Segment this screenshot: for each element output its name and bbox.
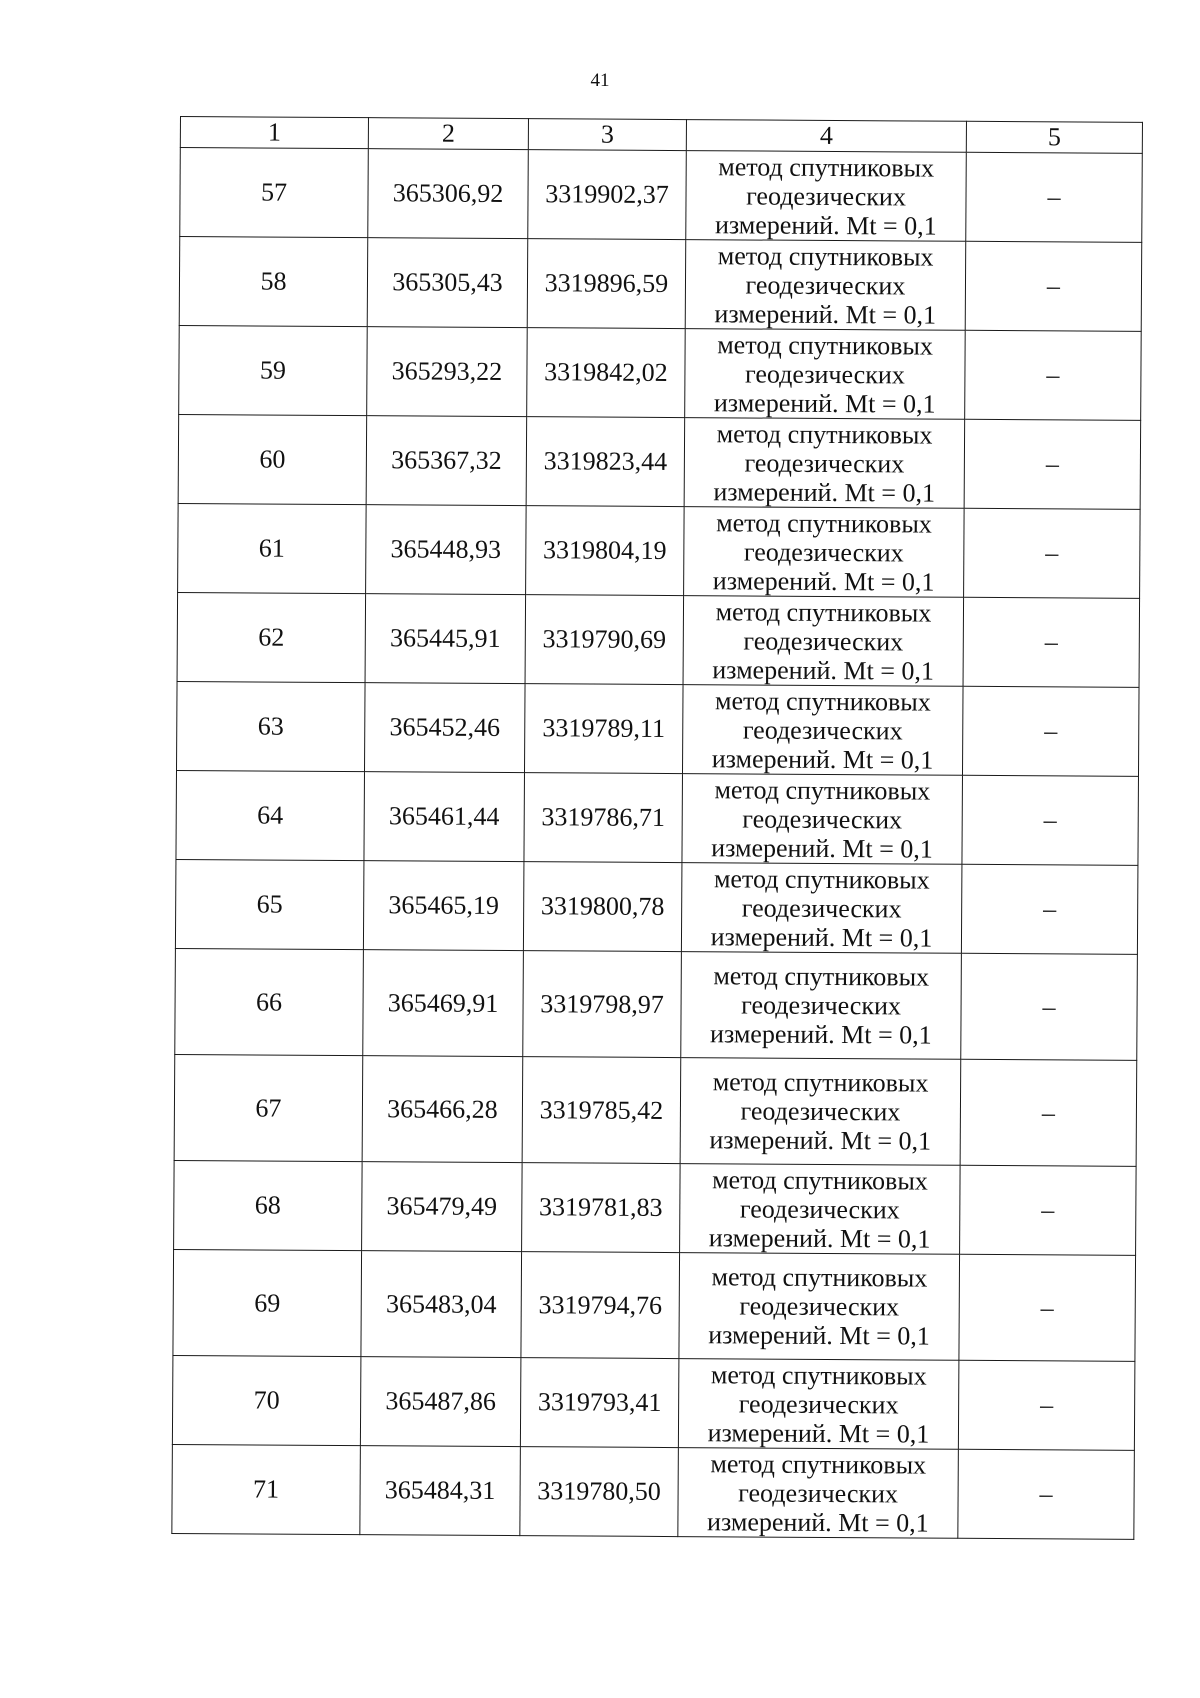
y-coordinate-cell: 3319794,76 [521, 1252, 680, 1359]
method-line: геодезических [738, 1388, 899, 1419]
method-line: геодезических [739, 1291, 900, 1322]
column-header-4: 4 [686, 120, 966, 153]
table-row [177, 681, 1140, 776]
method-line: геодезических [745, 269, 906, 300]
method-cell [684, 507, 965, 598]
note-cell: – [965, 241, 1142, 331]
method-line: метод спутниковых [717, 240, 934, 272]
method-cell [680, 1164, 961, 1255]
note-cell: – [964, 419, 1141, 509]
y-coordinate-cell: 3319786,71 [524, 773, 683, 863]
y-coordinate-cell: 3319800,78 [523, 862, 682, 952]
table-row [172, 1444, 1135, 1539]
method-cell [683, 596, 964, 687]
table-row [176, 770, 1139, 865]
table-row [175, 948, 1138, 1060]
x-coordinate-cell: 365461,44 [364, 772, 525, 862]
y-coordinate-cell: 3319842,02 [527, 328, 686, 418]
note-cell: – [965, 330, 1142, 420]
note-cell: – [958, 1449, 1135, 1539]
table-row [175, 859, 1138, 954]
table-row [179, 237, 1142, 332]
method-line: геодезических [743, 536, 904, 567]
x-coordinate-cell: 365305,43 [367, 238, 528, 328]
method-cell [685, 329, 966, 420]
method-line: геодезических [741, 892, 902, 923]
method-line: метод спутниковых [716, 507, 932, 539]
note-cell: – [960, 1165, 1137, 1255]
method-line: геодезических [744, 358, 905, 389]
method-line: метод спутниковых [712, 1164, 928, 1196]
point-number-cell: 66 [175, 948, 364, 1055]
point-number-cell: 59 [179, 325, 368, 415]
method-line: измерений. Mt = 0,1 [711, 743, 934, 775]
point-number-cell: 60 [178, 414, 367, 504]
method-cell [685, 240, 966, 331]
note-cell: – [961, 864, 1138, 954]
point-number-cell: 69 [173, 1249, 362, 1356]
point-number-cell: 70 [172, 1355, 361, 1445]
method-line: геодезических [741, 990, 902, 1021]
note-cell: – [963, 597, 1140, 687]
x-coordinate-cell: 365469,91 [363, 950, 524, 1057]
method-line: измерений. Mt = 0,1 [708, 1222, 931, 1254]
note-cell: – [960, 1059, 1137, 1166]
x-coordinate-cell: 365448,93 [366, 505, 527, 595]
method-line: геодезических [738, 1477, 899, 1508]
method-line: измерений. Mt = 0,1 [714, 209, 937, 241]
method-cell [686, 151, 967, 242]
method-cell [678, 1448, 959, 1539]
method-line: метод спутниковых [714, 685, 931, 717]
method-line: метод спутниковых [710, 1448, 927, 1480]
x-coordinate-cell: 365465,19 [363, 861, 524, 951]
y-coordinate-cell: 3319780,50 [520, 1447, 679, 1537]
method-cell [678, 1359, 959, 1450]
y-coordinate-cell: 3319896,59 [527, 239, 686, 329]
point-number-cell: 64 [176, 770, 365, 860]
table-row [179, 325, 1142, 420]
y-coordinate-cell: 3319793,41 [520, 1358, 679, 1448]
point-number-cell: 63 [177, 681, 366, 771]
x-coordinate-cell: 365306,92 [368, 149, 529, 239]
point-number-cell: 57 [180, 148, 369, 238]
method-line: измерений. Mt = 0,1 [714, 298, 937, 330]
method-line: измерений. Mt = 0,1 [713, 387, 936, 419]
coordinates-table [171, 116, 1143, 1540]
point-number-cell: 68 [174, 1160, 363, 1250]
table-row [178, 414, 1141, 509]
method-line: измерений. Mt = 0,1 [709, 1125, 932, 1156]
x-coordinate-cell: 365445,91 [365, 594, 526, 684]
method-cell [681, 863, 962, 954]
table-row [173, 1249, 1136, 1361]
method-line: геодезических [739, 1193, 900, 1224]
note-cell: – [966, 152, 1143, 242]
point-number-cell: 65 [175, 859, 364, 949]
y-coordinate-cell: 3319798,97 [523, 951, 682, 1058]
method-line: геодезических [742, 714, 903, 745]
table-row [174, 1160, 1137, 1255]
table-row [174, 1054, 1137, 1166]
method-line: геодезических [742, 803, 903, 834]
method-line: метод спутниковых [712, 1067, 929, 1098]
table-row [172, 1355, 1135, 1450]
note-cell: – [958, 1360, 1135, 1450]
table-body [172, 148, 1142, 1540]
note-cell: – [962, 686, 1139, 776]
x-coordinate-cell: 365483,04 [361, 1251, 522, 1358]
point-number-cell: 61 [178, 503, 367, 593]
y-coordinate-cell: 3319785,42 [522, 1057, 681, 1164]
method-cell [682, 685, 963, 776]
y-coordinate-cell: 3319790,69 [525, 595, 684, 685]
column-header-5: 5 [966, 121, 1142, 153]
column-header-2: 2 [368, 118, 528, 150]
method-line: метод спутниковых [710, 1359, 927, 1391]
point-number-cell: 71 [172, 1444, 361, 1534]
method-line: метод спутниковых [711, 1262, 928, 1293]
method-line: метод спутниковых [717, 329, 934, 361]
point-number-cell: 67 [174, 1054, 363, 1161]
page-number: 41 [590, 70, 610, 91]
x-coordinate-cell: 365479,49 [362, 1162, 523, 1252]
method-line: измерений. Mt = 0,1 [710, 921, 933, 953]
method-cell [680, 1058, 961, 1166]
y-coordinate-cell: 3319789,11 [524, 684, 683, 774]
x-coordinate-cell: 365452,46 [364, 683, 525, 773]
method-line: измерений. Mt = 0,1 [707, 1506, 929, 1538]
y-coordinate-cell: 3319902,37 [528, 150, 687, 240]
method-line: геодезических [746, 180, 906, 211]
y-coordinate-cell: 3319823,44 [526, 417, 685, 507]
method-line: метод спутниковых [715, 596, 932, 628]
method-line: геодезических [740, 1096, 901, 1127]
method-cell [684, 418, 965, 509]
method-line: измерений. Mt = 0,1 [708, 1320, 930, 1351]
column-header-1: 1 [180, 117, 368, 149]
note-cell: – [962, 775, 1139, 865]
method-cell [681, 952, 962, 1060]
x-coordinate-cell: 365293,22 [367, 327, 528, 417]
table-row [177, 592, 1140, 687]
note-cell: – [959, 1254, 1136, 1361]
method-line: измерений. Mt = 0,1 [711, 832, 933, 864]
method-line: геодезических [744, 447, 905, 478]
x-coordinate-cell: 365484,31 [360, 1446, 521, 1536]
note-cell: – [964, 508, 1141, 598]
method-line: метод спутниковых [718, 151, 935, 183]
method-line: метод спутниковых [713, 961, 930, 992]
method-line: метод спутниковых [713, 863, 930, 895]
note-cell: – [961, 953, 1138, 1060]
method-line: измерений. Mt = 0,1 [712, 654, 935, 686]
method-cell [679, 1253, 960, 1361]
column-header-3: 3 [528, 119, 686, 151]
point-number-cell: 62 [177, 592, 366, 682]
y-coordinate-cell: 3319804,19 [526, 506, 685, 596]
y-coordinate-cell: 3319781,83 [522, 1163, 681, 1253]
method-line: геодезических [743, 625, 904, 656]
table-row [180, 148, 1143, 243]
method-line: измерений. Mt = 0,1 [712, 565, 935, 597]
x-coordinate-cell: 365466,28 [362, 1056, 523, 1163]
point-number-cell: 58 [179, 237, 368, 327]
x-coordinate-cell: 365487,86 [360, 1357, 521, 1447]
method-cell [682, 774, 963, 865]
method-line: измерений. Mt = 0,1 [713, 476, 936, 508]
method-line: измерений. Mt = 0,1 [710, 1019, 932, 1050]
table-row [178, 503, 1141, 598]
method-line: метод спутниковых [714, 774, 931, 806]
method-line: измерений. Mt = 0,1 [707, 1417, 930, 1449]
x-coordinate-cell: 365367,32 [366, 416, 527, 506]
method-line: метод спутниковых [716, 418, 933, 450]
